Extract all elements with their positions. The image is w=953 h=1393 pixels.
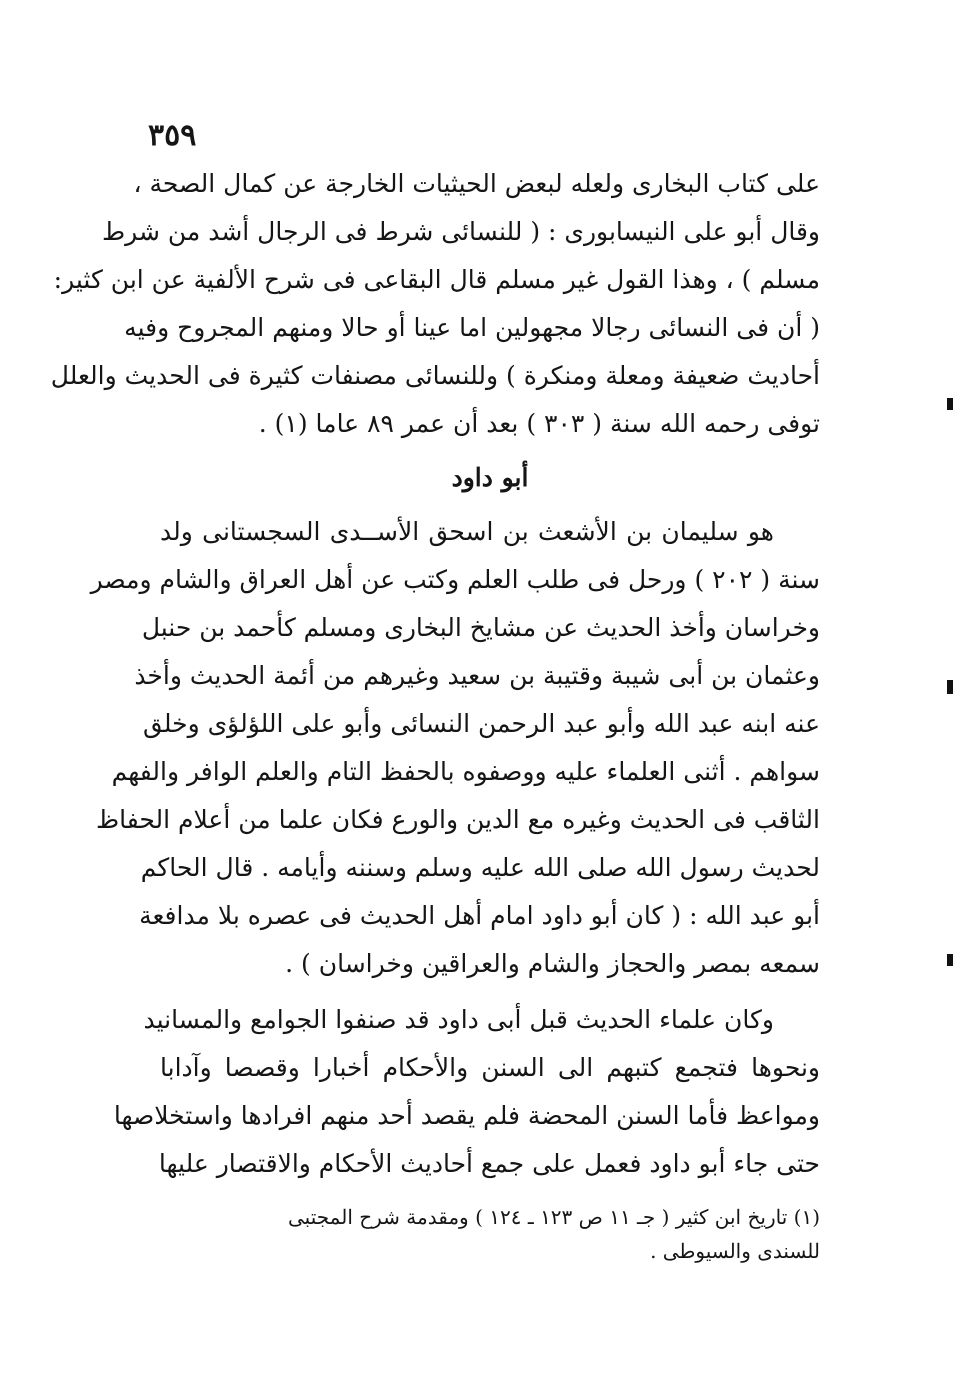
scan-margin-mark [947, 954, 953, 966]
text-line: ومواعظ فأما السنن المحضة فلم يقصد أحد منهم افرادها واستخلاصها [113, 1101, 820, 1130]
scan-margin-mark [947, 680, 953, 694]
text-line: عنه ابنه عبد الله وأبو عبد الرحمن النسائى وأبو على اللؤلؤى وخلق [143, 709, 820, 738]
footnote [160, 1200, 820, 1268]
text-line: وخراسان وأخذ الحديث عن مشايخ البخارى ومسلم كأحمد بن حنبل [141, 613, 820, 642]
text-line: مسلم ) ، وهذا القول غير مسلم قال البقاعى فى شرح الألفية عن ابن كثير: [53, 265, 820, 294]
text-line: وكان علماء الحديث قبل أبى داود قد صنفوا الجوامع والمسانيد [143, 1005, 774, 1034]
text-line: ( أن فى النسائى رجالا مجهولين اما عينا أو حالا ومنهم المجروح وفيه [124, 313, 820, 342]
page-number: ٣٥٩ [148, 118, 197, 153]
text-line: حتى جاء أبو داود فعمل على جمع أحاديث الأحكام والاقتصار عليها [158, 1149, 820, 1178]
text-line: وقال أبو على النيسابورى : ( للنسائى شرط فى الرجال أشد من شرط [102, 217, 820, 246]
text-line: توفى رحمه الله سنة ( ٣٠٣ ) بعد أن عمر ٨٩ عاما (١) . [258, 409, 820, 438]
text-line: سمعه بمصر والحجاز والشام والعراقين وخراسان ) . [285, 949, 820, 978]
text-line: هو سليمان بن الأشعث بن اسحق الأســدى السجستانى ولد [160, 517, 774, 546]
section-heading: أبو داود [451, 463, 529, 492]
text-line: لحديث رسول الله صلى الله عليه وسلم وسننه وأيامه . قال الحاكم [140, 853, 820, 882]
text-line: وعثمان بن أبى شيبة وقتيبة بن سعيد وغيرهم من أئمة الحديث وأخذ [134, 661, 820, 690]
text-line: على كتاب البخارى ولعله لبعض الحيثيات الخارجة عن كمال الصحة ، [133, 169, 820, 198]
text-line: ونحوها فتجمع كتبهم الى السنن والأحكام أخبارا وقصصا وآدابا [160, 1053, 820, 1082]
footnote-line: للسندى والسيوطى . [650, 1239, 820, 1263]
text-line: أحاديث ضعيفة ومعلة ومنكرة ) وللنسائى مصنفات كثيرة فى الحديث والعلل [50, 361, 820, 390]
paragraph-abu-dawud-bio [90, 508, 820, 988]
text-line: سنة ( ٢٠٢ ) ورحل فى طلب العلم وكتب عن أهل العراق والشام ومصر [90, 565, 820, 594]
scan-margin-mark [947, 398, 953, 410]
paragraph-sunan-compilation [113, 996, 820, 1188]
text-line: سواهم . أثنى العلماء عليه ووصفوه بالحفظ التام والعلم الوافر والفهم [111, 757, 820, 786]
footnote-line: (١) تاريخ ابن كثير ( جـ ١١ ص ١٢٣ ـ ١٢٤ ) ومقدمة شرح المجتبى [288, 1205, 820, 1229]
paragraph-nasai-end [50, 160, 820, 448]
text-line: أبو عبد الله : ( كان أبو داود امام أهل الحديث فى عصره بلا مدافعة [139, 901, 820, 930]
text-line: الثاقب فى الحديث وغيره مع الدين والورع فكان علما من أعلام الحفاظ [95, 805, 820, 834]
